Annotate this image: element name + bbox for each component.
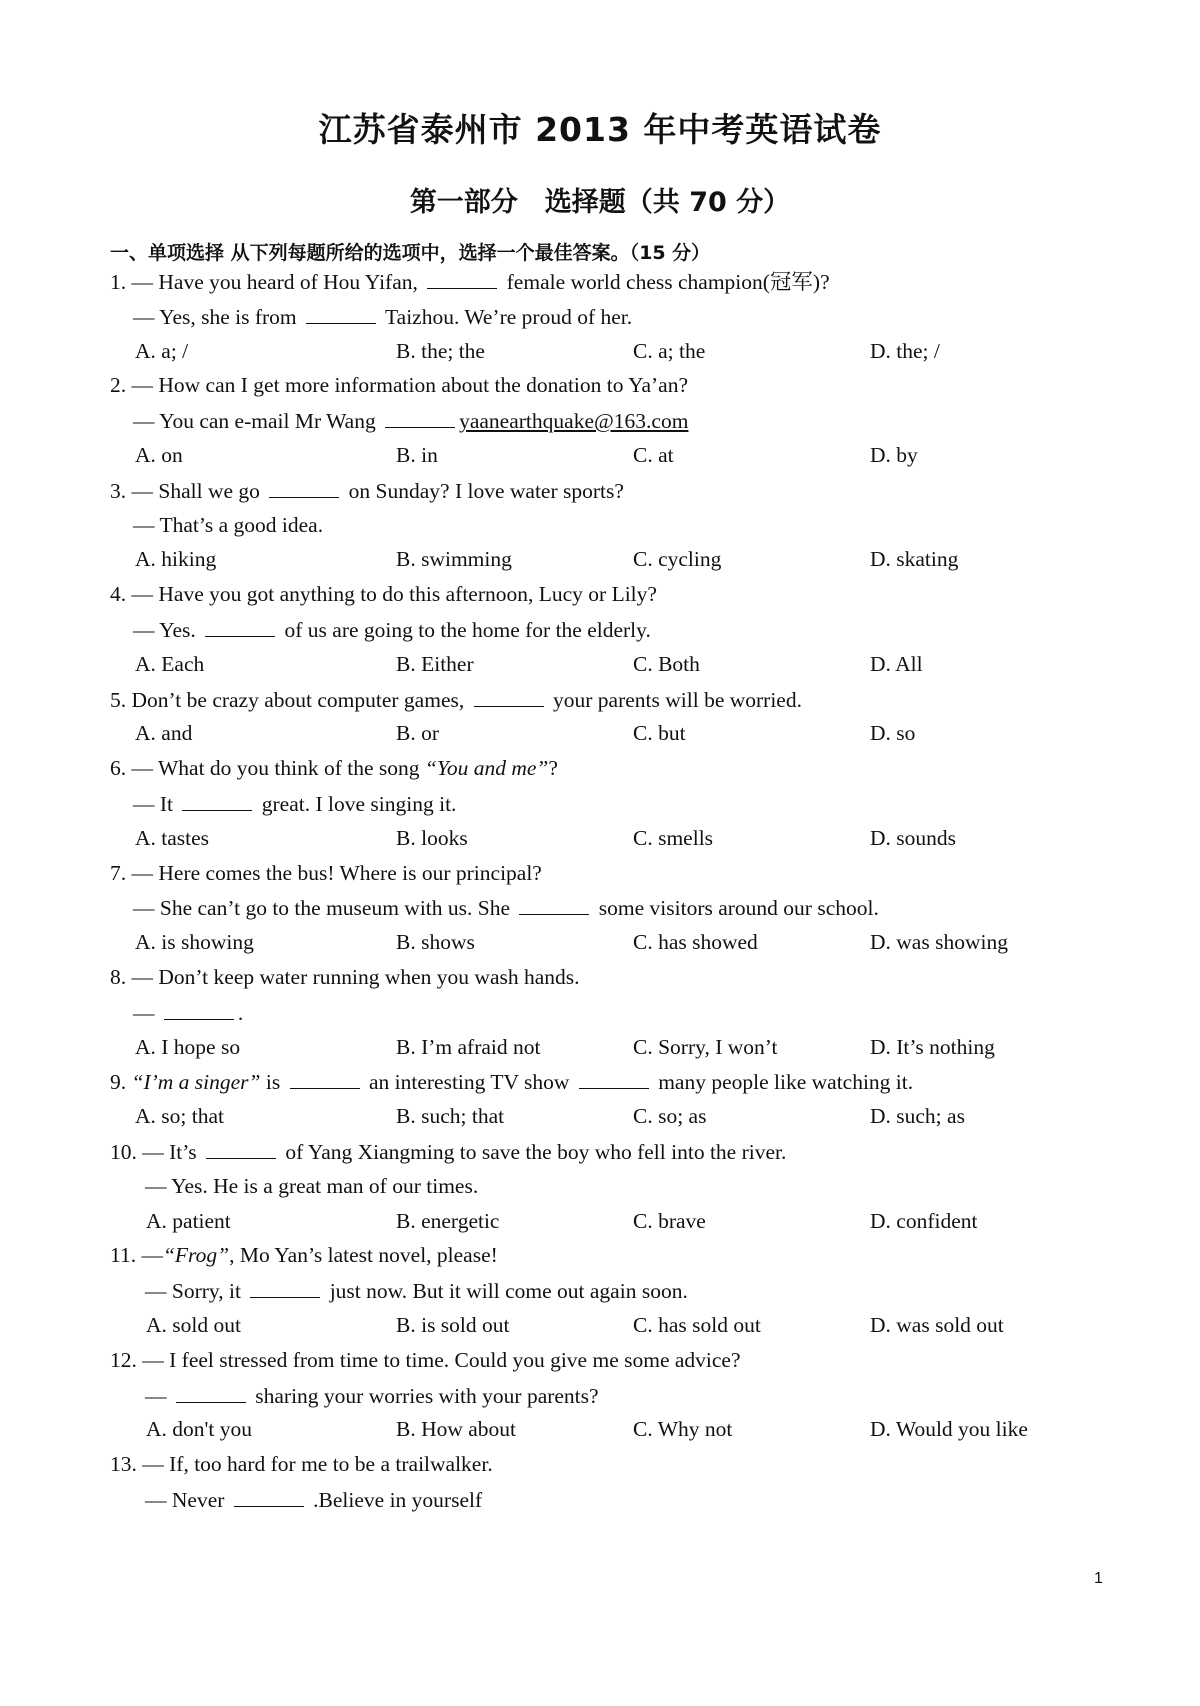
question-2-option-B: B. in [396,443,438,467]
question-5-option-A: A. and [135,721,193,746]
question-5-option-D: D. so [870,721,916,746]
question-text: ? [548,756,558,781]
question-3-option-A: A. hiking [135,547,217,572]
page-subtitle: 第一部分 选择题（共 70 分） [409,187,791,218]
answer-blank-1 [385,403,455,428]
page-number: 1 [1094,1570,1103,1587]
question-2-option-D: D. by [870,443,918,467]
question-text: female world chess champion(冠军)? [501,270,830,294]
question-text: — [145,1383,172,1408]
question-text: — Yes. [133,618,202,642]
question-text: just now. But it will come out again soon. [324,1279,688,1304]
question-1-line-2 [133,299,632,333]
question-text: Taizhou. We’re proud of her. [380,304,633,329]
question-12-line-2 [145,1378,599,1412]
question-text: — Sorry, it [145,1279,247,1304]
answer-blank-1 [250,1273,320,1298]
question-text: 5. Don’t be crazy about computer games, [110,687,470,712]
question-3-option-C: C. cycling [633,547,722,572]
question-text: — You can e-mail Mr Wang [133,409,382,434]
question-4-line-2 [133,612,651,646]
question-4-option-C: C. Both [633,651,700,676]
question-text: some visitors around our school. [593,896,879,921]
question-text: sharing your worries with your parents? [249,1383,599,1408]
answer-blank-1 [269,473,339,498]
question-text: — Yes. He is a great man of our times. [145,1173,479,1198]
question-6-line-1 [110,751,558,785]
answer-blank-1 [306,299,376,324]
answer-blank-1 [474,682,544,707]
question-4-option-B: B. Either [396,651,474,676]
question-12-option-D: D. Would you like [870,1417,1028,1442]
answer-blank-1 [176,1378,246,1403]
question-text: 6. — What do you think of the song [110,756,425,781]
question-text: 3. — Shall we go [110,478,266,503]
question-text: — [133,1000,160,1025]
answer-blank-1 [164,995,234,1020]
question-5-option-B: B. or [396,721,439,746]
question-text: — Never [145,1488,230,1512]
question-quote: “You and me” [424,756,549,781]
question-text: — It [133,792,179,816]
question-text: 11. — [110,1243,163,1268]
question-12-option-B: B. How about [396,1417,517,1442]
question-7-line-1 [110,856,542,890]
answer-blank-2 [579,1064,649,1089]
question-2-option-A: A. on [135,443,183,467]
question-2-option-C: C. at [633,443,674,467]
page-title: 江苏省泰州市 2013 年中考英语试卷 [318,110,882,149]
question-text: 12. — I feel stressed from time to time. Could you give me some advice? [110,1347,741,1372]
question-6-line-2 [133,786,456,820]
question-text: 10. — It’s [110,1140,202,1164]
question-text: — Yes, she is from [133,304,303,329]
question-6-option-B: B. looks [396,825,468,850]
question-text: 13. — If, too hard for me to be a trailwalker. [110,1452,493,1477]
question-1-option-A: A. a; / [135,338,189,363]
question-text: .Believe in yourself [307,1488,483,1512]
question-3-option-B: B. swimming [396,547,512,572]
question-10-option-C: C. brave [633,1208,706,1233]
section-heading: 一、单项选择 从下列每题所给的选项中，选择一个最佳答案。（15 分） [110,242,711,264]
question-text: of us are going to the home for the elderly. [279,618,651,642]
question-text: your parents will be worried. [547,687,802,712]
question-text: on Sunday? I love water sports? [343,478,624,503]
question-11-option-A: A. sold out [146,1313,241,1337]
question-text: 1. — Have you heard of Hou Yifan, [110,270,424,294]
question-5-option-C: C. but [633,721,686,746]
question-11-line-1 [110,1238,498,1272]
question-13-line-2 [145,1482,482,1516]
email-address: yaanearthquake@163.com [459,409,689,434]
question-4-option-A: A. Each [135,651,205,676]
question-text: of Yang Xiangming to save the boy who fell into the river. [279,1140,787,1164]
question-3-option-D: D. skating [870,547,959,572]
question-6-option-A: A. tastes [135,825,210,850]
question-text: — She can’t go to the museum with us. She [133,896,516,921]
question-11-line-2 [145,1273,688,1307]
question-12-line-1 [110,1343,741,1377]
answer-blank-1 [427,264,497,289]
question-1-option-B: B. the; the [396,338,485,363]
question-8-option-C: C. Sorry, I won’t [633,1034,778,1059]
answer-blank-1 [205,612,275,637]
answer-blank-1 [234,1482,304,1507]
question-3-line-2 [133,508,323,542]
question-11-option-C: C. has sold out [633,1313,761,1337]
question-9-option-B: B. such; that [396,1104,505,1129]
question-3-line-1 [110,473,624,507]
question-text: — That’s a good idea. [133,512,324,537]
question-8-line-1 [110,960,580,994]
question-text: many people like watching it. [652,1070,914,1095]
question-8-option-A: A. I hope so [135,1034,241,1059]
question-4-option-D: D. All [870,651,923,676]
question-text: great. I love singing it. [256,792,457,816]
question-7-option-C: C. has showed [633,930,758,955]
question-7-line-2 [133,890,879,924]
question-text: 7. — Here comes the bus! Where is our principal? [110,860,542,885]
question-quote: “I’m a singer” [131,1070,261,1095]
question-quote: “Frog” [162,1243,230,1268]
question-10-option-B: B. energetic [396,1208,500,1233]
question-8-option-B: B. I’m afraid not [396,1034,541,1059]
question-8-option-D: D. It’s nothing [870,1034,995,1059]
question-10-option-A: A. patient [146,1208,231,1233]
question-6-option-C: C. smells [633,825,714,850]
question-10-line-2 [145,1169,478,1203]
answer-blank-1 [206,1134,276,1159]
question-13-line-1 [110,1447,493,1481]
question-text: 9. [110,1070,132,1095]
answer-blank-1 [182,786,252,811]
question-10-line-1 [110,1134,786,1168]
question-10-option-D: D. confident [870,1208,978,1233]
question-5-line-1 [110,682,802,716]
answer-blank-1 [519,890,589,915]
question-1-option-D: D. the; / [870,338,940,363]
question-text: 2. — How can I get more information about the donation to Ya’an? [110,373,688,398]
question-11-option-B: B. is sold out [396,1313,510,1337]
question-text: 8. — Don’t keep water running when you wash hands. [110,965,580,989]
question-9-line-1 [110,1064,913,1098]
question-7-option-D: D. was showing [870,930,1008,955]
question-6-option-D: D. sounds [870,825,957,850]
question-8-line-2 [133,995,243,1029]
question-text: an interesting TV show [363,1070,575,1095]
question-4-line-1 [110,577,657,611]
question-9-option-D: D. such; as [870,1104,965,1129]
question-11-option-D: D. was sold out [870,1313,1004,1337]
answer-blank-1 [290,1064,360,1089]
question-2-line-2 [133,403,688,437]
question-text: , Mo Yan’s latest novel, please! [229,1243,498,1268]
question-9-option-A: A. so; that [135,1104,224,1129]
question-12-option-C: C. Why not [633,1417,733,1442]
question-text: is [260,1070,286,1095]
question-1-line-1 [110,264,830,298]
question-text: 4. — Have you got anything to do this afternoon, Lucy or Lily? [110,582,657,607]
question-1-option-C: C. a; the [633,338,706,363]
question-12-option-A: A. don't you [146,1417,252,1442]
question-7-option-B: B. shows [396,930,475,955]
question-2-line-1 [110,368,688,402]
question-text: . [237,1000,244,1025]
question-7-option-A: A. is showing [135,930,254,955]
question-9-option-C: C. so; as [633,1104,707,1129]
